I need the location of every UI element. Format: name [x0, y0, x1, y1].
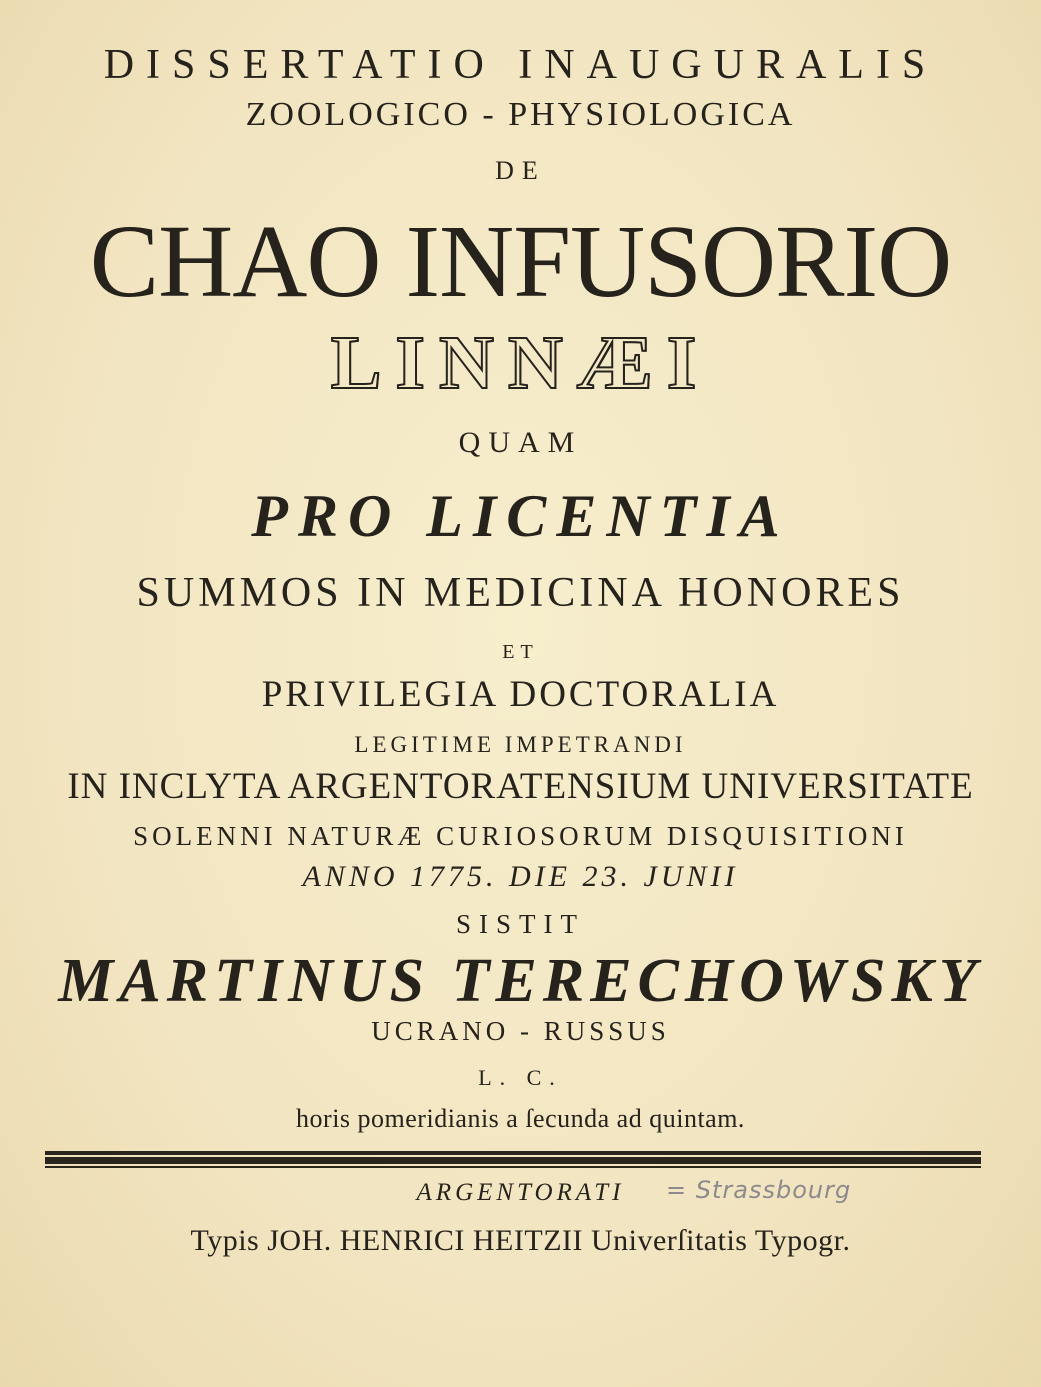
date-line: ANNO 1775. DIE 23. JUNII — [302, 860, 739, 893]
university-line: IN INCLYTA ARGENTORATENSIUM UNIVERSITATE — [67, 766, 974, 807]
main-title: CHAO INFUSORIO — [89, 204, 952, 319]
honores-line: SUMMOS IN MEDICINA HONORES — [136, 570, 905, 616]
rule-bar-bottom — [45, 1166, 981, 1168]
printer-line: Typis JOH. HENRICI HEITZII Univerſitatis Typogr. — [190, 1224, 851, 1257]
rule-bar-middle — [45, 1157, 981, 1164]
dissertation-heading: DISSERTATIO INAUGURALIS — [103, 42, 938, 88]
author-origin: UCRANO - RUSSUS — [371, 1016, 670, 1046]
connector-et: ET — [502, 641, 539, 663]
imprint-city-row — [0, 1176, 1041, 1206]
decorative-rule — [45, 1151, 981, 1169]
rule-bar-top — [45, 1151, 981, 1155]
author-name: MARTINUS TERECHOWSKY — [58, 947, 983, 1015]
pro-licentia: PRO LICENTIA — [251, 483, 790, 549]
sistit-line: SISTIT — [456, 909, 585, 939]
hours-line: horis pomeridianis a ſecunda ad quintam. — [296, 1104, 745, 1133]
legitime-line: LEGITIME IMPETRANDI — [354, 732, 687, 757]
handwritten-annotation: = Strassbourg — [666, 1176, 852, 1204]
main-title-author-ref: LINNÆI — [330, 321, 711, 405]
connector-quam: QUAM — [458, 426, 583, 459]
dissertation-subheading: ZOOLOGICO - PHYSIOLOGICA — [245, 96, 796, 133]
privilegia-line: PRIVILEGIA DOCTORALIA — [261, 674, 780, 715]
disquisition-line: SOLENNI NATURÆ CURIOSORUM DISQUISITIONI — [133, 821, 908, 851]
location-abbrev: L. C. — [478, 1065, 563, 1090]
imprint-city: ARGENTORATI — [416, 1179, 625, 1206]
preposition-de: DE — [495, 156, 546, 185]
